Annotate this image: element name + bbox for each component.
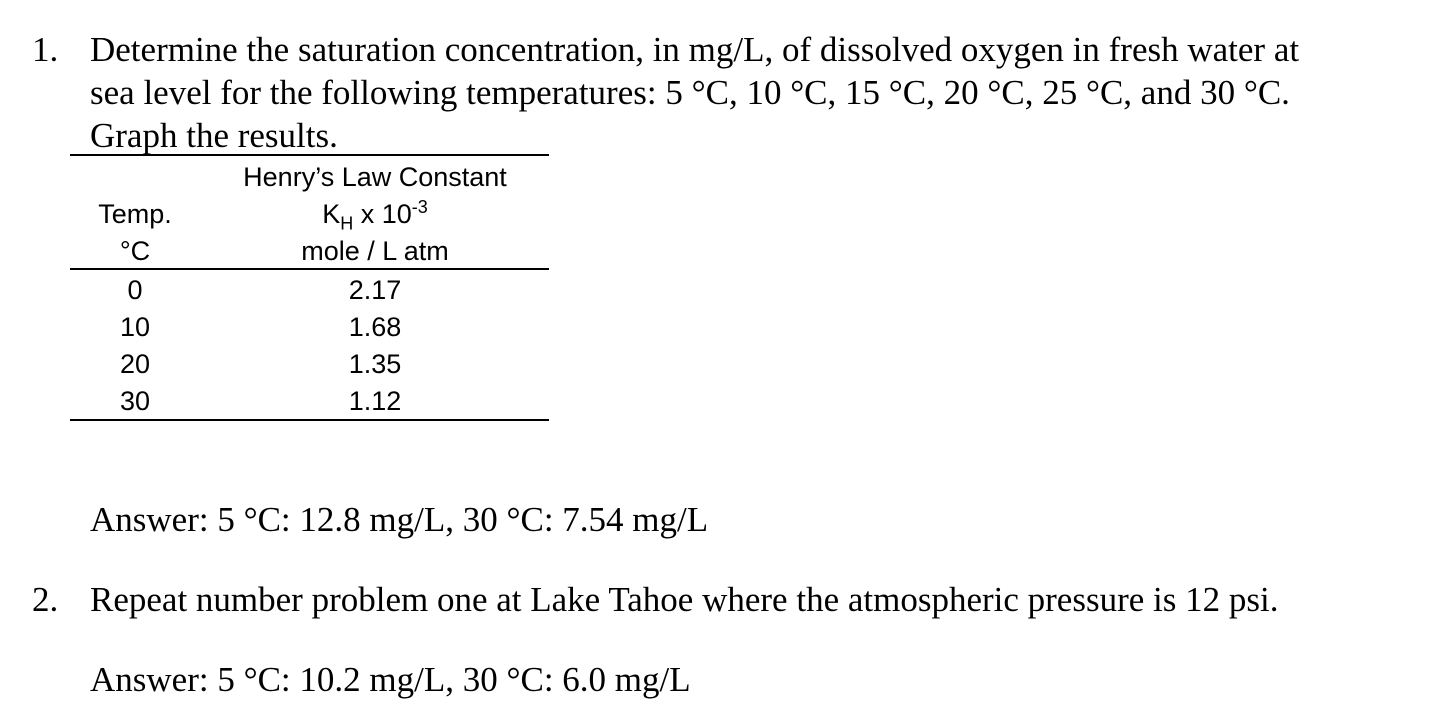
problem-2-answer: Answer: 5 °C: 10.2 mg/L, 30 °C: 6.0 mg/L bbox=[90, 660, 691, 699]
kh-header-symbol bbox=[210, 196, 540, 233]
problem-2-number: 2. bbox=[32, 580, 59, 619]
problem-1-text-line-1: Determine the saturation concentration, in mg/L, of dissolved oxygen in fresh water at bbox=[90, 30, 1300, 69]
kh-header-units: mole / L atm bbox=[301, 236, 449, 266]
temp-column-values bbox=[70, 272, 200, 420]
table-top-rule bbox=[70, 154, 549, 156]
kh-multiplier: x 10 bbox=[353, 199, 412, 229]
problem-1-answer: Answer: 5 °C: 12.8 mg/L, 30 °C: 7.54 mg/L bbox=[90, 500, 709, 539]
kh-symbol-subscript: H bbox=[340, 213, 354, 234]
table-cell-temp: 10 bbox=[119, 312, 151, 342]
kh-column-header bbox=[210, 159, 540, 270]
table-bottom-rule bbox=[70, 419, 549, 421]
kh-exponent: -3 bbox=[411, 197, 428, 217]
kh-symbol-main: K bbox=[322, 199, 341, 229]
table-cell-kh: 1.35 bbox=[348, 349, 402, 379]
table-cell-kh: 1.12 bbox=[348, 386, 402, 416]
table-cell-temp: 30 bbox=[119, 386, 151, 416]
kh-column-values bbox=[210, 272, 540, 420]
kh-header-title: Henry’s Law Constant bbox=[243, 162, 507, 192]
problem-2-text: Repeat number problem one at Lake Tahoe where the atmospheric pressure is 12 psi. bbox=[90, 580, 1279, 619]
table-cell-kh: 1.68 bbox=[348, 312, 402, 342]
table-cell-kh: 2.17 bbox=[348, 275, 402, 305]
temp-column-header bbox=[70, 196, 200, 270]
problem-1-text-line-2: sea level for the following temperatures: 5 °C, 10 °C, 15 °C, 20 °C, 25 °C, and 30 °C. bbox=[90, 73, 1290, 112]
table-header-rule bbox=[70, 268, 549, 270]
table-cell-temp: 0 bbox=[127, 275, 143, 305]
temp-header-unit: °C bbox=[119, 236, 151, 266]
table-cell-temp: 20 bbox=[119, 349, 151, 379]
problem-1-number: 1. bbox=[32, 30, 59, 69]
problem-1-text-line-3: Graph the results. bbox=[90, 116, 338, 155]
temp-header-label: Temp. bbox=[98, 199, 172, 229]
